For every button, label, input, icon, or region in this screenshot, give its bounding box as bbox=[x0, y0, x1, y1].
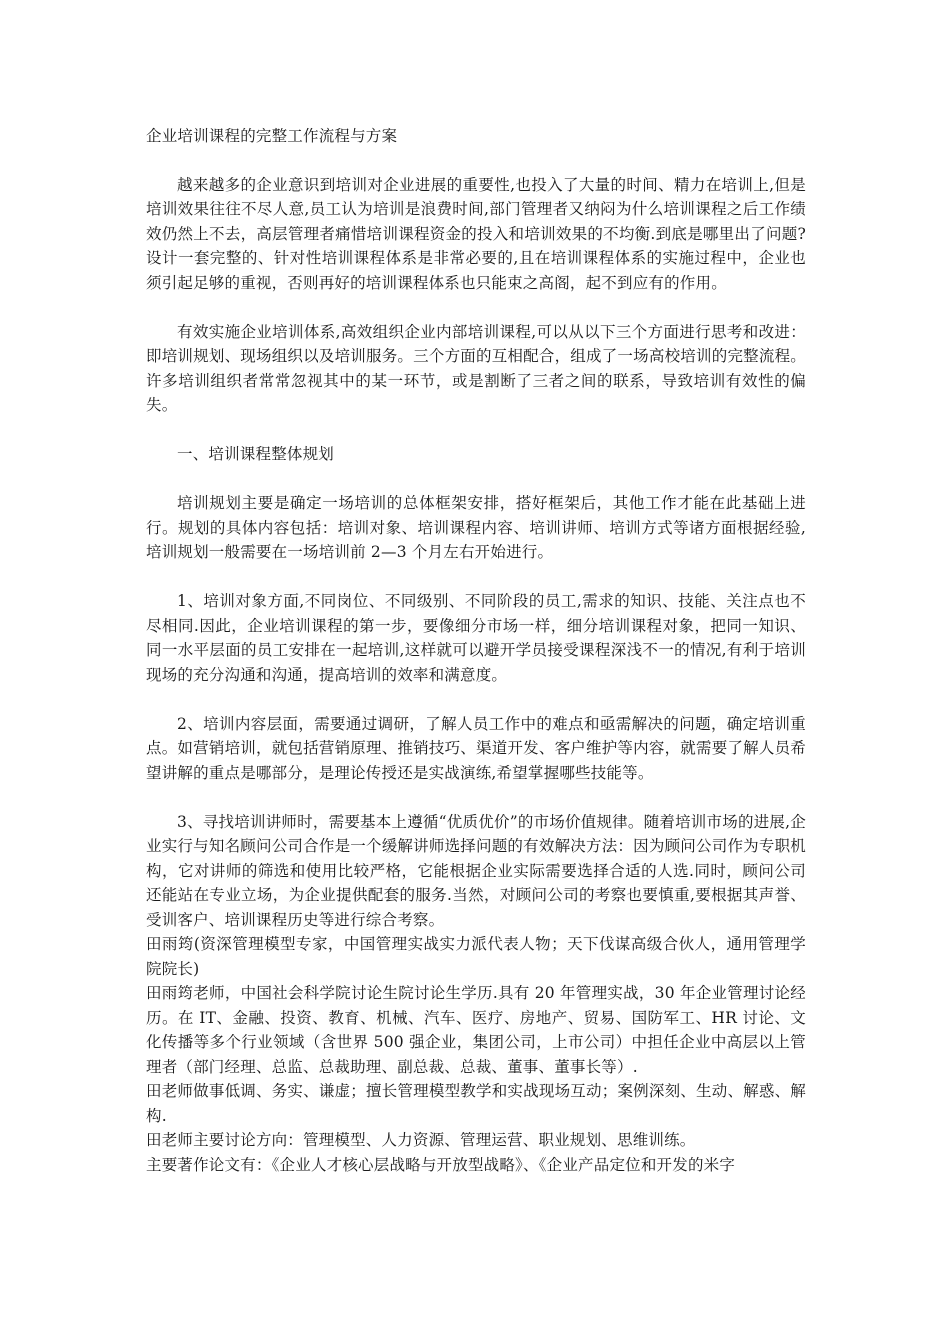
bio-line-3: 田老师做事低调、务实、谦虚；擅长管理模型教学和实战现场互动；案例深刻、生动、解惑、解构. bbox=[146, 1082, 806, 1125]
bio-line-4: 田老师主要讨论方向：管理模型、人力资源、管理运营、职业规划、思维训练。 bbox=[146, 1131, 696, 1149]
document-page bbox=[146, 124, 806, 1177]
section-paragraph-3: 2、培训内容层面，需要通过调研，了解人员工作中的难点和亟需解决的问题，确定培训重点。如营销培训，就包括营销原理、推销技巧、渠道开发、客户维护等内容，就需要了解人员希望讲解的重点是哪部分，是理论传授还是实战演练,希望掌握哪些技能等。 bbox=[146, 714, 806, 782]
bio-line-1: 田雨筠(资深管理模型专家，中国管理实战实力派代表人物；天下伐谋高级合伙人，通用管理学院院长) bbox=[146, 935, 806, 978]
document-title: 企业培训课程的完整工作流程与方案 bbox=[146, 127, 398, 145]
bio-line-2: 田雨筠老师，中国社会科学院讨论生院讨论生学历.具有 20 年管理实战，30 年企业管理讨论经历。在 IT、金融、投资、教育、机械、汽车、医疗、房地产、贸易、国防军工、HR 讨论、文化传播等多个行业领域（含世界 500 强企业，集团公司，上市公司）中担任企业中高层以上管理者（部门经理、总监、总裁助理、副总裁、总裁、董事、董事长等）. bbox=[146, 984, 806, 1076]
section-paragraph-2: 1、培训对象方面,不同岗位、不同级别、不同阶段的员工,需求的知识、技能、关注点也不尽相同.因此，企业培训课程的第一步，要像细分市场一样，细分培训课程对象，把同一知识、同一水平层面的员工安排在一起培训,这样就可以避开学员接受课程深浅不一的情况,有利于培训现场的充分沟通和沟通，提高培训的效率和满意度。 bbox=[146, 592, 806, 684]
section-paragraph-4: 3、寻找培训讲师时，需要基本上遵循“优质优价”的市场价值规律。随着培训市场的进展,企业实行与知名顾问公司合作是一个缓解讲师选择问题的有效解决方法：因为顾问公司作为专职机构，它对讲师的筛选和使用比较严格，它能根据企业实际需要选择合适的人选.同时，顾问公司还能站在专业立场，为企业提供配套的服务.当然，对顾问公司的考察也要慎重,要根据其声誉、受训客户、培训课程历史等进行综合考察。 bbox=[146, 812, 806, 929]
intro-paragraph-2: 有效实施企业培训体系,高效组织企业内部培训课程,可以从以下三个方面进行思考和改进：即培训规划、现场组织以及培训服务。三个方面的互相配合，组成了一场高校培训的完整流程。许多培训组织者常常忽视其中的某一环节，或是割断了三者之间的联系，导致培训有效性的偏失。 bbox=[146, 322, 806, 414]
section-paragraph-1: 培训规划主要是确定一场培训的总体框架安排，搭好框架后，其他工作才能在此基础上进行。规划的具体内容包括：培训对象、培训课程内容、培训讲师、培训方式等诸方面根据经验,培训规划一般需要在一场培训前 2—3 个月左右开始进行。 bbox=[146, 494, 806, 561]
bio-line-5: 主要著作论文有：《企业人才核心层战略与开放型战略》、《企业产品定位和开发的米字 bbox=[146, 1155, 736, 1174]
section-heading: 一、培训课程整体规划 bbox=[177, 445, 335, 463]
intro-paragraph-1: 越来越多的企业意识到培训对企业进展的重要性,也投入了大量的时间、精力在培训上,但是培训效果往往不尽人意,员工认为培训是浪费时间,部门管理者又纳闷为什么培训课程之后工作绩效仍然上不去，高层管理者痛惜培训课程资金的投入和培训效果的不均衡.到底是哪里出了问题?设计一套完整的、针对性培训课程体系是非常必要的,且在培训课程体系的实施过程中，企业也须引起足够的重视，否则再好的培训课程体系也只能束之高阁，起不到应有的作用。 bbox=[146, 175, 806, 292]
